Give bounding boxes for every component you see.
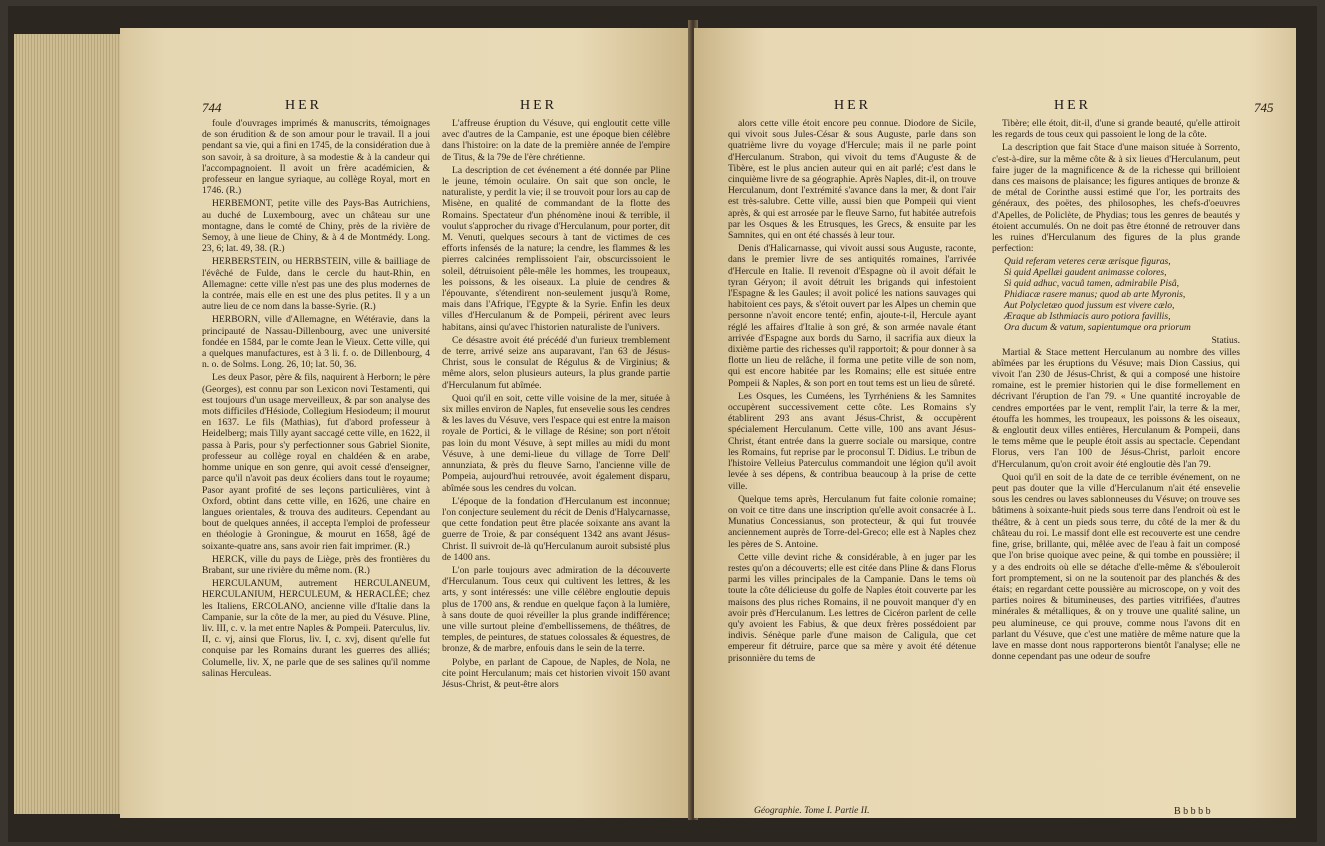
quote-line: Ora ducum & vatum, sapientumque ora priorum [1004, 322, 1191, 334]
paragraph: Tibère; elle étoit, dit-il, d'une si grande beauté, qu'elle attiroit les regards de tous ceux qui passoient le long de la côte. [992, 118, 1240, 141]
quote-line: Phidiacæ rasere manus; quod ab arte Myronis, [1004, 289, 1186, 301]
paragraph: Denis d'Halicarnasse, qui vivoit aussi sous Auguste, raconte, dans le premier livre de ses antiquités romaines, l'arrivée d'Hercule en Italie. Il revenoit d'Espagne où il avoit défait le tyran Géryon; il avoit détruit les brigands qui infestoient l'Espagne & les Gaules; il avoit policé les nations sauvages qui habitoient ces pays, & s'étoit ouvert par les Alpes un chemin que personne n'avoit encore tenté; enfin, ajoute-t-il, Hercule ayant réglé les affaires d'Italie à son gré, & son armée navale étant arrivée d'Espagne aux bords du Sarno, il sacrifia aux dieux la dixième partie des richesses qu'il rapportoit; & pour donner à sa flotte un lieu de relâche, il forma une petite ville de son nom, qui est encore habitée par les Romains; elle est située entre Pompeii & Naples, & son port en tout tems est un lieu de sûreté. [728, 243, 976, 389]
paragraph: HERCULANUM, autrement HERCULANEUM, HERCULANIUM, HERCULEUM, & HERACLÉE; chez les Italiens, ERCOLANO, ancienne ville d'Italie dans la Campanie, sur la côte de la mer, au pied du Vésuve. Pline, liv. III, c. v. la met entre Naples & Pompeii. Paterculus, liv. II, c. vj, ainsi que Florus, liv. I, c. xvj, disent qu'elle fut conquise par les Romains durant les guerres des alliés; Columelle, liv. X, ne parle que de ses salines qu'il nomme salinas Herculeas. [202, 578, 430, 679]
paragraph: Les Osques, les Cuméens, les Tyrrhéniens & les Samnites occupèrent successivement cette côte. Les Romains s'y établirent 293 ans avant Jésus-Christ, & occupèrent spécialement Herculanum. Cette ville, 100 ans avant Jésus-Christ, étant entrée dans la guerre sociale ou marsique, contre les Romains, fut reprise par le proconsul T. Didius. Le tribun de l'histoire Velleius Paterculus commandoit une légion qu'il avoit levée à ses dépens, & contribua beaucoup à la prise de cette ville. [728, 390, 976, 492]
running-head-right-1: HER [834, 98, 871, 113]
paragraph: HERBERSTEIN, ou HERBSTEIN, ville & bailliage de l'évêché de Fulde, dans le cercle du haut-Rhin, en Allemagne: cette ville n'est pas une des plus modernes de la contrée, mais elle en est une des plus petites. Il y a un autre lieu de ce nom dans la basse-Syrie. (R.) [202, 256, 430, 313]
left-page [120, 28, 690, 818]
paragraph: Polybe, en parlant de Capoue, de Naples, de Nola, ne cite point Herculanum; mais cet historien vivoit 150 avant Jésus-Christ, & peut-être alors [442, 656, 670, 690]
paragraph: Quoi qu'il en soit, cette ville voisine de la mer, située à six milles environ de Naples, fut ensevelie sous les cendres & les laves du Vésuve, vers l'espace qui est entre la maison royale de Portici, & le village de Résine; son port n'étoit pas loin du mont Vésuve, à sept milles au midi du mont Vésuve, à une demi-lieue du village de Torre Dell' annunziata, & près du fleuve Sarno, l'ancienne ville de Pompeia, aujourd'hui retrouvée, avoit également disparu, abîmée sous les cendres du volcan. [442, 392, 670, 494]
page-footer: Géographie. Tome I. Partie II. [754, 806, 870, 816]
right-column-2-bottom [992, 347, 1240, 663]
quote-attribution: Statius. [1211, 335, 1240, 347]
running-head-left-2: HER [520, 98, 557, 113]
paragraph: Cette ville devint riche & considérable, à en juger par les restes qu'on a découverts; elle est citée dans Pline & dans Florus parmi les villes principales de la Campanie. Dans le tems où toute la côte délicieuse du golfe de Naples étoit couverte par les maisons des plus riches Romains, il ne pouvoit manquer d'y en avoir près d'Herculanum. Les lettres de Cicéron parlent de celle qu'y avoient les Fabius, & que deux frères possédoient par indivis. Sénèque parle d'une maison de Caligula, que cet empereur fit détruire, parce que sa mère y avoit été détenue prisonnière du tems de [728, 551, 976, 664]
right-column-2-top [992, 118, 1240, 254]
left-column-2 [442, 118, 670, 758]
page-edges [14, 34, 120, 814]
paragraph: L'affreuse éruption du Vésuve, qui engloutit cette ville avec d'autres de la Campanie, est une époque bien célèbre dans l'histoire: on la date de la première année de l'empire de Titus, & la 79e de l'ère chrétienne. [442, 118, 670, 163]
paragraph: Martial & Stace mettent Herculanum au nombre des villes abîmées par les éruptions du Vésuve; mais Dion Cassius, qui vivoit l'an 230 de Jésus-Christ, & qui a composé une histoire romaine, est le premier historien qui le dise formellement en décrivant l'éruption de l'an 79. « Une quantité incroyable de cendres emportées par le vent, remplit l'air, la terre & la mer, étouffa les hommes, les troupeaux, les poissons & les oiseaux, & engloutit deux villes entières, Herculanum & Pompeii, dans le tems même que le peuple étoit assis au spectacle. Cependant Florus, vers l'an 100 de Jésus-Christ, parloit encore d'Herculanum, qu'on croit avoir été engloutie dès l'an 79. [992, 346, 1240, 470]
quote-line: Æraque ab Isthmiacis auro potiora favillis, [1004, 311, 1171, 323]
quote-line: Aut Polycletæo quod jussum est vivere cælo, [1004, 300, 1175, 312]
paragraph: L'on parle toujours avec admiration de la découverte d'Herculanum. Tous ceux qui cultivent les lettres, & les arts, y sont intéressés: une ville célèbre engloutie depuis plus de 1700 ans, & rendue en quelque façon à la lumière, à sans doute de quoi réveiller la plus grande indifférence; une ville surtout pleine d'embellissemens, de théâtres, de temples, de peintures, de statues colossales & équestres, de bronze, & de marbre, enfouis dans le sein de la terre. [442, 564, 670, 655]
page-number-right: 745 [1254, 100, 1274, 115]
paragraph: Quelque tems après, Herculanum fut faite colonie romaine; on voit ce titre dans une inscription qu'elle avoit consacrée à L. Munatius Concessianus, son protecteur, & qui fut trouvée anciennement auprès de Torre-del-Greco; elle est à Naples chez les pères de S. Antoine. [728, 493, 976, 550]
page-number-left: 744 [202, 100, 222, 115]
left-column-1 [202, 118, 430, 738]
paragraph: alors cette ville étoit encore peu connue. Diodore de Sicile, qui vivoit sous Jules-César & sous Auguste, parle dans son quatrième livre du voyage d'Hercule; mais il ne parle point d'Herculanum. Strabon, qui vivoit du tems d'Auguste & de Tibère, est le plus ancien auteur qui en ait parlé; c'est dans le cinquième livre de sa géographie. Après Naples, dit-il, on trouve Herculanum, dont l'extrémité s'avance dans la mer, & dont l'air est très-salubre. Cette ville, aussi bien que Pompeii qui vient après, & qui est arrosée par le fleuve Sarno, fut habitée autrefois par les Osques & les Etrusques, les Grecs, & ensuite par les Samnites, qui en ont été chassés à leur tour. [728, 118, 976, 242]
running-head-right-2: HER [1054, 98, 1091, 113]
right-column-2 [992, 118, 1240, 738]
running-head-left-1: HER [285, 98, 322, 113]
right-column-1 [728, 118, 976, 730]
paragraph: Les deux Pasor, père & fils, naquirent à Herborn; le père (Georges), est connu par son Lexicon novi Testamenti, qui est toujours d'un usage merveilleux, & par son analyse des mots difficiles d'Hésiode, Collegium Hesiodeum; il mourut en 1637. Le fils (Mathias), fut d'abord professeur à Heidelberg; mais Tilly ayant saccagé cette ville, en 1622, il passa à Paris, pour s'y perfectionner sous Gabriel Sionite, professeur au collège royal en chaldéen & en arabe, homme unique en son genre, qui avoit cessé d'enseigner, parce qu'il n'avoit pas deux écoliers dans tout le royaume; Pasor ayant profité de ses leçons particulières, vint à Oxford, obtint dans cette ville, en 1626, une chaire en langues orientales, & trouva des auditeurs. Cependant au bout de quelques années, il accepta l'emploi de professeur en théologie à Groningue, & mourut en 1658, âgé de soixante-quatre ans, sans avoir rien fait imprimer. (R.) [202, 372, 430, 552]
paragraph: foule d'ouvrages imprimés & manuscrits, témoignages de son érudition & de son amour pour le travail. Il a joui pendant sa vie, qui a fini en 1745, de la considération due à son savoir, à sa droiture, à sa modestie & à la candeur qui l'accompagnoient. Il avoit un frère académicien, & professeur en langue syriaque, au collège Royal, mort en 1746. (R.) [202, 118, 430, 197]
paragraph: La description que fait Stace d'une maison située à Sorrento, c'est-à-dire, sur la même côte & à six lieues d'Herculanum, peut faire juger de la magnificence & de la richesse qui brilloient dans ces maisons de plaisance; les figures antiques de bronze & de métal de Corinthe aussi estimé que l'or, les portraits des généraux, des poëtes, des philosophes, les chefs-d'oeuvres d'Apelles, de Policlète, de Phydias; tous les genres de beautés y étoient accumulés. On ne doit pas être étonné de retrouver dans les ruines d'Herculanum des figures de la plus grande perfection: [992, 142, 1240, 255]
signature-mark: B b b b b [1174, 806, 1211, 817]
paragraph: Ce désastre avoit été précédé d'un furieux tremblement de terre, arrivé seize ans auparavant, l'an 63 de Jésus-Christ, sous le consulat de Régulus & de Virginius; & même alors, selon plusieurs auteurs, la plus grande partie d'Herculanum fut abîmée. [442, 334, 670, 391]
paragraph: HERCK, ville du pays de Liège, près des frontières du Brabant, sur une rivière du même nom. (R.) [202, 553, 430, 576]
quote-line: Si quid Apellæi gaudent animasse colores, [1004, 267, 1167, 279]
right-page [694, 28, 1296, 818]
paragraph: HERBORN, ville d'Allemagne, en Wétéravie, dans la principauté de Nassau-Dillenbourg, avec une université fondée en 1584, par le comte Jean le Vieux. Cette ville, qui a quelques manufactures, est à 3 li. f. o. de Dillenbourg, 4 n. o. de Solms. Long. 26, 10; lat. 50, 36. [202, 314, 430, 371]
quote-line: Quid referam veteres ceræ ærisque figuras, [1004, 256, 1171, 268]
latin-quotation [1004, 256, 1240, 333]
paragraph: La description de cet événement a été donnée par Pline le jeune, témoin oculaire. On sait que son oncle, le naturaliste, y perdit la vie; il se trouvoit pour lors au cap de Misène, en qualité de commandant de la flotte des Romains. Spectateur d'un phénomène inoui & terrible, il voulut s'approcher du rivage d'Herculanum, pour porter, dit M. Venuti, quelques secours à tant de victimes de ces efforts infensés de la nature; la cendre, les flammes & les pierres calcinées remplissoient l'air, obscurcissoient le soleil, détruisoient pêle-mêle les hommes, les troupeaux, les poissons, & les oiseaux. La pluie de cendres & l'épouvante, s'étendirent non-seulement jusqu'à Rome, mais dans l'Afrique, l'Egypte & la Syrie. Enfin les deux villes d'Herculanum & de Pompeii, périrent avec leurs habitans, ainsi qu'avec l'historien naturaliste de l'univers. [442, 164, 670, 333]
paragraph: HERBEMONT, petite ville des Pays-Bas Autrichiens, au duché de Luxembourg, avec un château sur une montagne, dans le comté de Chiny, près de la rivière de Semoy, à une lieue de Chiny, & à 4 de Montmédy. Long. 23, 6; lat. 49, 38. (R.) [202, 198, 430, 255]
paragraph: Quoi qu'il en soit de la date de ce terrible événement, on ne peut pas douter que la ville d'Herculanum n'ait été ensevelie sous les cendres ou laves sablonneuses du Vésuve; on trouve ses bâtimens à soixante-huit pieds sous terre dans l'endroit où est le théâtre, & à cent un pieds sous terre, du côté de la mer & du château du roi. Le massif dont elle est recouverte est une cendre fine, grise, brillante, qui, mêlée avec de l'eau à fait un composé que l'on brise quoique avec peine, & qui tombe en poussière; il y a des endroits où elle se détache d'elle-même & s'ébouleroit fort promptement, si on ne la soutenoit par des planchés & des étais; en regardant cette poussière au microscope, on y voit des parties noires & bitumineuses, des parties vitrifiées, d'autres minérales & métalliques, & on y trouve une qualité saline, un peu alumineuse, ce qui prouve, comme nous l'avons dit en parlant du Vésuve, que c'est une matière de même nature que la lave en masse dont nous rapporterons bientôt l'analyse; elle ne donne cependant pas une odeur de soufre [992, 471, 1240, 663]
paragraph: L'époque de la fondation d'Herculanum est inconnue; l'on conjecture seulement du récit de Denis d'Halycarnasse, que cette fondation peut être placée soixante ans avant la guerre de Troie, & par conséquent 1342 ans avant Jésus-Christ. Il suivroit de-là qu'Herculanum auroit subsisté plus de 1400 ans. [442, 495, 670, 563]
quote-line: Si quid adhuc, vacuâ tamen, admirabile Pisâ, [1004, 278, 1180, 290]
